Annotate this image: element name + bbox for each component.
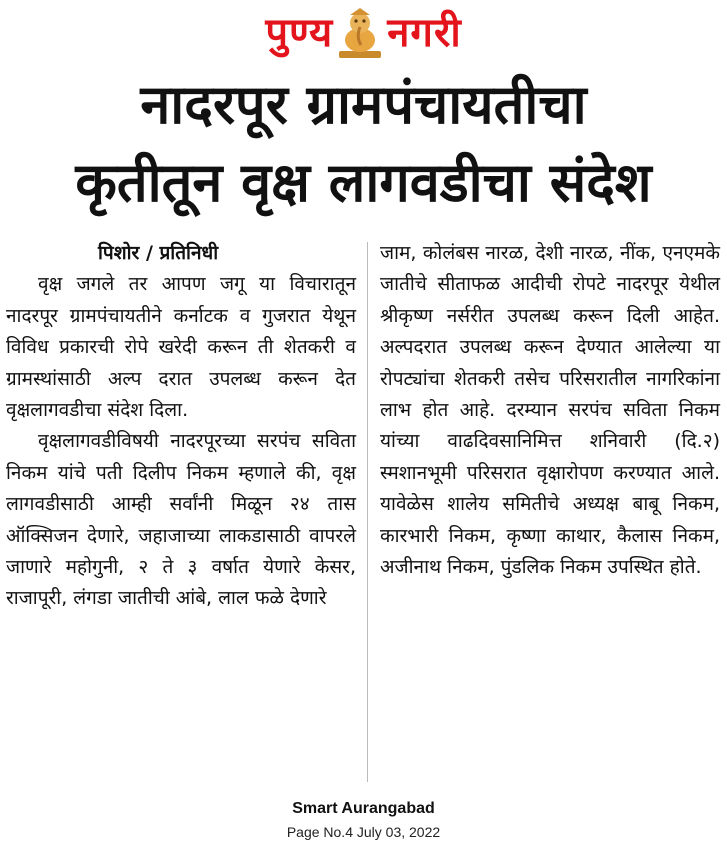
article-paragraph: वृक्षलागवडीविषयी नादरपूरच्या सरपंच सविता निकम यांचे पती दिलीप निकम म्हणाले की, वृक्ष लागवडीसाठी आम्ही सर्वांनी मिळून २४ तास ऑक्सिजन देणारे, जहाजाच्या लाकडासाठी वापरले जाणारे महोगुनी, २ ते ३ वर्षात येणारे केसर, राजापूरी, लंगडा जातीची आंबे, लाल फळे देणारे	[6, 430, 356, 610]
publication-name: Smart Aurangabad	[292, 800, 435, 817]
article-body	[0, 238, 727, 798]
masthead	[0, 4, 727, 62]
article-paragraph: जाम, कोलंबस नारळ, देशी नारळ, नींक, एनएमके जातीचे सीताफळ आदीची रोपटे नादरपूर येथील श्रीकृष्ण नर्सरीत उपलब्ध करून दिली आहेत. अल्पदरात उपलब्ध करून देण्यात आलेल्या या रोपट्यांचा शेतकरी तसेच परिसरातील नागरिकांना लाभ होत आहे. दरम्यान सरपंच सविता निकम यांच्या वाढदिवसानिमित्त शनिवारी (दि.२) स्मशानभूमी परिसरात वृक्षारोपण करण्यात आले. यावेळेस शालेय समितीचे अध्यक्ष बाबू निकम, कारभारी निकम, कृष्णा काथार, कैलास निकम, अजीनाथ निकम, पुंडलिक निकम उपस्थित होते.	[380, 242, 720, 579]
headline-line-2: कृतीतून वृक्ष लागवडीचा संदेश	[75, 151, 652, 214]
headline	[0, 66, 727, 222]
brand-left: पुण्य	[265, 10, 334, 56]
column-divider	[367, 242, 368, 782]
brand-right: नगरी	[387, 10, 462, 56]
page-info: Page No.4 July 03, 2022	[286, 824, 441, 840]
article-column-right	[380, 238, 720, 798]
ganesha-emblem-icon	[337, 7, 383, 59]
dateline: पिशोर / प्रतिनिधी	[98, 242, 219, 264]
headline-line-1: नादरपूर ग्रामपंचायतीचा	[140, 73, 587, 136]
article-column-left	[6, 238, 356, 798]
article-paragraph: वृक्ष जगले तर आपण जगू या विचारातून नादरपूर ग्रामपंचायतीने कर्नाटक व गुजरात येथून विविध प्रकारची रोपे खरेदी करून ती शेतकरी व ग्रामस्थांसाठी अल्प दरात उपलब्ध करून देत वृक्षलागवडीचा संदेश दिला.	[6, 273, 356, 422]
